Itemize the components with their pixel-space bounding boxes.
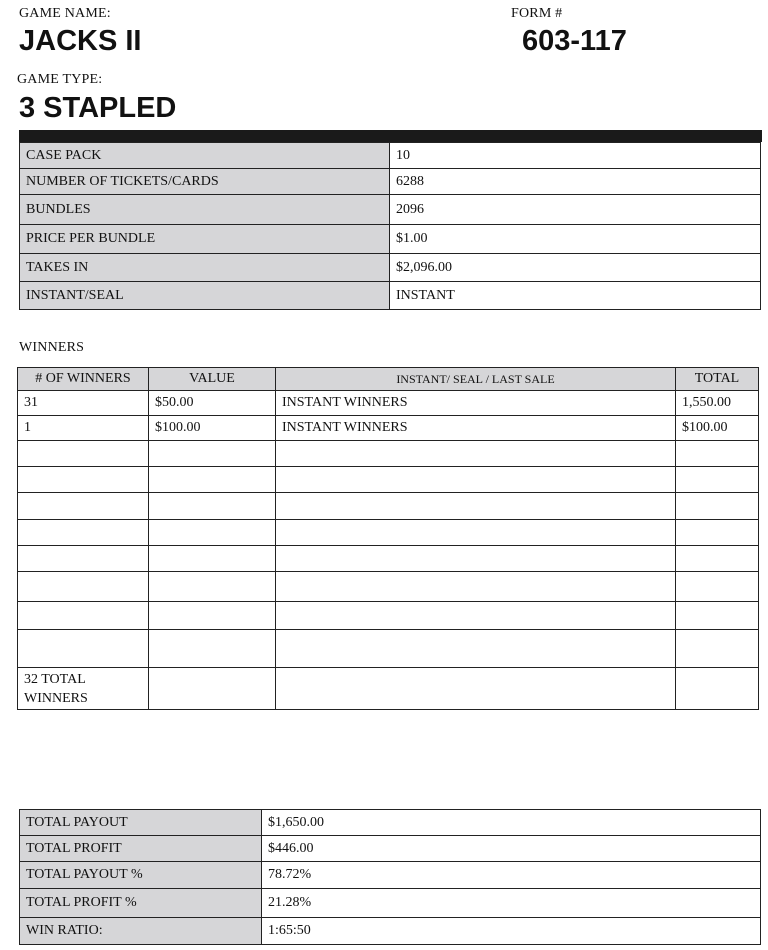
- totals-label: TOTAL PROFIT %: [20, 889, 262, 918]
- info-value: $2,096.00: [390, 254, 761, 282]
- winner-count: 31: [18, 391, 149, 416]
- totals-value: 78.72%: [262, 862, 761, 889]
- winners-section-label: WINNERS: [19, 340, 85, 355]
- total-winners-row: [18, 668, 759, 710]
- table-row: [20, 143, 761, 169]
- winner-type: INSTANT WINNERS: [276, 416, 676, 441]
- column-header: VALUE: [149, 368, 276, 391]
- table-row: [18, 630, 759, 668]
- info-label: INSTANT/SEAL: [20, 282, 390, 310]
- table-row: [20, 225, 761, 254]
- totals-label: TOTAL PAYOUT: [20, 810, 262, 836]
- table-row: [20, 862, 761, 889]
- info-label: TAKES IN: [20, 254, 390, 282]
- totals-value: $1,650.00: [262, 810, 761, 836]
- totals-table: [19, 809, 761, 945]
- table-header-row: [18, 368, 759, 391]
- info-label: CASE PACK: [20, 143, 390, 169]
- totals-value: 21.28%: [262, 889, 761, 918]
- column-header: # OF WINNERS: [18, 368, 149, 391]
- table-row: [18, 467, 759, 493]
- form-label: FORM #: [511, 6, 563, 21]
- game-type: 3 STAPLED: [19, 92, 177, 124]
- winner-total: $100.00: [676, 416, 759, 441]
- info-value: INSTANT: [390, 282, 761, 310]
- info-label: PRICE PER BUNDLE: [20, 225, 390, 254]
- winner-value: $50.00: [149, 391, 276, 416]
- total-winners-line1: 32 TOTAL: [24, 671, 86, 687]
- info-value: 10: [390, 143, 761, 169]
- totals-value: $446.00: [262, 836, 761, 862]
- table-row: [20, 169, 761, 195]
- column-header: TOTAL: [676, 368, 759, 391]
- table-row: [18, 602, 759, 630]
- info-value: 6288: [390, 169, 761, 195]
- winner-count: 1: [18, 416, 149, 441]
- winner-type: INSTANT WINNERS: [276, 391, 676, 416]
- totals-label: WIN RATIO:: [20, 918, 262, 945]
- table-row: [18, 391, 759, 416]
- table-row: [18, 441, 759, 467]
- table-row: [20, 282, 761, 310]
- total-winners: [18, 668, 149, 710]
- table-row: [20, 254, 761, 282]
- info-value: 2096: [390, 195, 761, 225]
- table-row: [18, 572, 759, 602]
- totals-label: TOTAL PAYOUT %: [20, 862, 262, 889]
- total-winners-line2: WINNERS: [24, 690, 88, 706]
- info-label: BUNDLES: [20, 195, 390, 225]
- table-row: [20, 810, 761, 836]
- table-row: [18, 520, 759, 546]
- game-name-label: GAME NAME:: [19, 6, 111, 21]
- table-row: [20, 918, 761, 945]
- totals-value: 1:65:50: [262, 918, 761, 945]
- table-row: [18, 493, 759, 520]
- table-row: [18, 416, 759, 441]
- winner-value: $100.00: [149, 416, 276, 441]
- table-row: [20, 889, 761, 918]
- game-name: JACKS II: [19, 25, 142, 57]
- table-row: [20, 195, 761, 225]
- table-row: [20, 836, 761, 862]
- game-type-label: GAME TYPE:: [17, 72, 103, 87]
- form-number: 603-117: [522, 25, 627, 57]
- totals-label: TOTAL PROFIT: [20, 836, 262, 862]
- column-header: INSTANT/ SEAL / LAST SALE: [276, 368, 676, 391]
- info-value: $1.00: [390, 225, 761, 254]
- header-divider: [19, 130, 762, 142]
- game-info-table: [19, 142, 761, 310]
- table-row: [18, 546, 759, 572]
- winners-table: [17, 367, 759, 710]
- winner-total: 1,550.00: [676, 391, 759, 416]
- info-label: NUMBER OF TICKETS/CARDS: [20, 169, 390, 195]
